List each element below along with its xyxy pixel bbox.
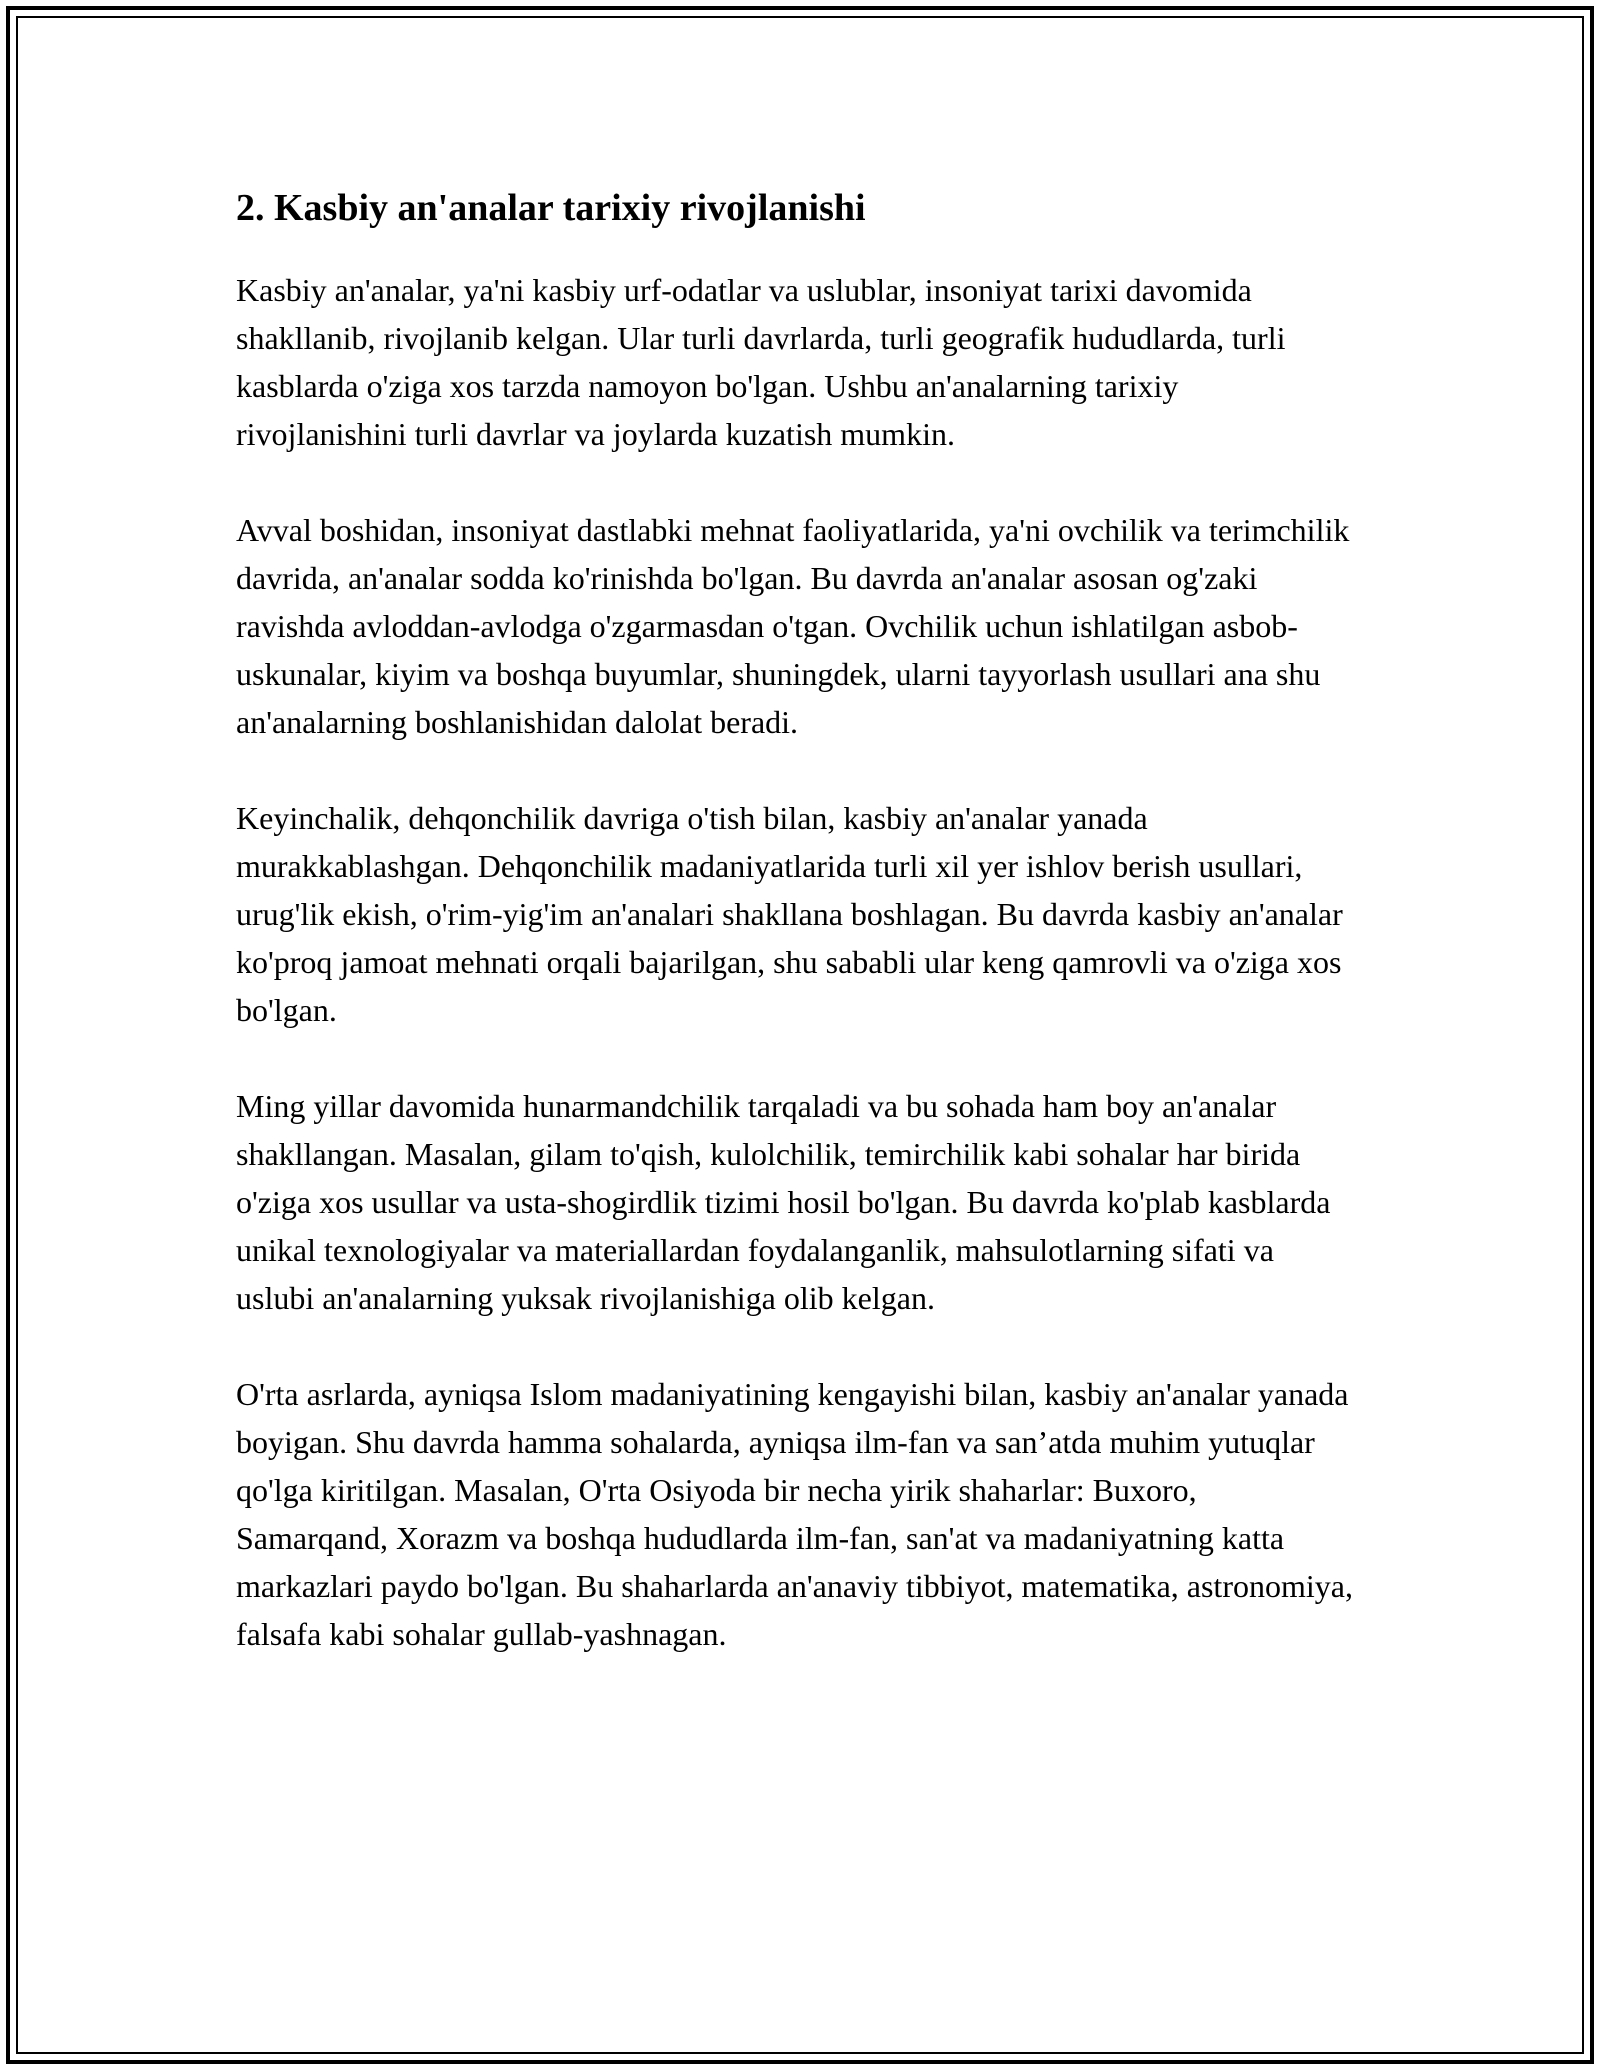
paragraph-5: O'rta asrlarda, ayniqsa Islom madaniyatining kengayishi bilan, kasbiy an'analar yanada boyigan. Shu davrda hamma sohalarda, ayniqsa ilm-fan va san’atda muhim yutuqlar qo'lga kiritilgan. Masalan, O'rta Osiyoda bir necha yirik shaharlar: Buxoro, Samarqand, Xorazm va boshqa hududlarda ilm-fan, san'at va madaniyatning katta markazlari paydo bo'lgan. Bu shaharlarda an'anaviy tibbiyot, matematika, astronomiya, falsafa kabi sohalar gullab-yashnagan. bbox=[236, 1376, 1353, 1652]
paragraph-1: Kasbiy an'analar, ya'ni kasbiy urf-odatlar va uslublar, insoniyat tarixi davomida shakllanib, rivojlanib kelgan. Ular turli davrlarda, turli geografik hududlarda, turli kasblarda o'ziga xos tarzda namoyon bo'lgan. Ushbu an'analarning tarixiy rivojlanishini turli davrlar va joylarda kuzatish mumkin. bbox=[236, 272, 1286, 452]
paragraph-2: Avval boshidan, insoniyat dastlabki mehnat faoliyatlarida, ya'ni ovchilik va terimchilik davrida, an'analar sodda ko'rinishda bo'lgan. Bu davrda an'analar asosan og'zaki ravishda avloddan-avlodga o'zgarmasdan o'tgan. Ovchilik uchun ishlatilgan asbob-uskunalar, kiyim va boshqa buyumlar, shuningdek, ularni tayyorlash usullari ana shu an'analarning boshlanishidan dalolat beradi. bbox=[236, 512, 1350, 740]
paragraph-4: Ming yillar davomida hunarmandchilik tarqaladi va bu sohada ham boy an'analar shakllangan. Masalan, gilam to'qish, kulolchilik, temirchilik kabi sohalar har birida o'ziga xos usullar va usta-shogirdlik tizimi hosil bo'lgan. Bu davrda ko'plab kasblarda unikal texnologiyalar va materiallardan foydalanganlik, mahsulotlarning sifati va uslubi an'analarning yuksak rivojlanishiga olib kelgan. bbox=[236, 1088, 1331, 1316]
paragraph-3: Keyinchalik, dehqonchilik davriga o'tish bilan, kasbiy an'analar yanada murakkablashgan. Dehqonchilik madaniyatlarida turli xil yer ishlov berish usullari, urug'lik ekish, o'rim-yig'im an'analari shakllana boshlagan. Bu davrda kasbiy an'analar ko'proq jamoat mehnati orqali bajarilgan, shu sababli ular keng qamrovli va o'ziga xos bo'lgan. bbox=[236, 800, 1343, 1028]
document-body bbox=[236, 184, 1356, 1706]
section-heading: 2. Kasbiy an'analar tarixiy rivojlanishi bbox=[236, 187, 866, 229]
